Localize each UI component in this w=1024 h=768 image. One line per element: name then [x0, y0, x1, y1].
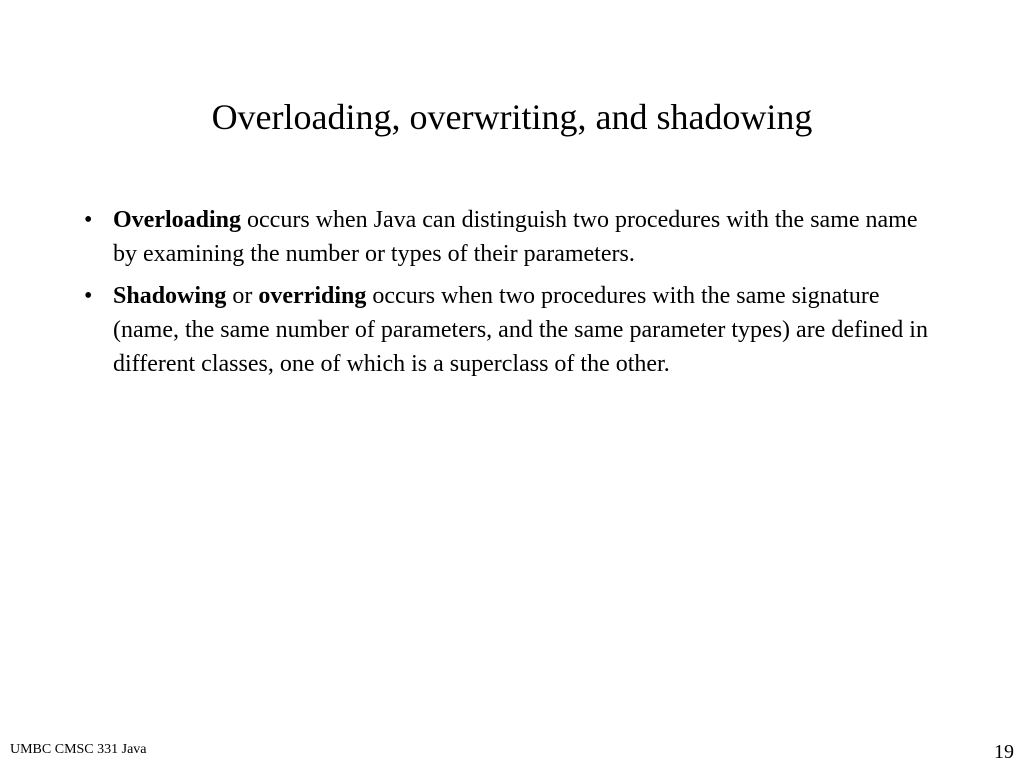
footer-course: UMBC CMSC 331 Java — [10, 742, 147, 757]
slide-title: Overloading, overwriting, and shadowing — [211, 97, 813, 137]
bullet-mark: • — [84, 283, 93, 309]
term-shadowing: Shadowing — [113, 283, 227, 309]
bullet-text: occurs when Java can distinguish two procedures with the same name by examining the number or types of their parameters. — [113, 207, 918, 267]
bullet-joiner: or — [226, 283, 259, 309]
page-number: 19 — [994, 741, 1014, 763]
bullet-list — [84, 203, 944, 389]
bullet-shadowing — [84, 279, 944, 381]
term-overloading: Overloading — [113, 207, 242, 233]
term-overriding: overriding — [258, 283, 367, 309]
bullet-text: occurs when two procedures with the same signature (name, the same number of parameters, and the same parameter types) are defined in different classes, one of which is a superclass of the other. — [113, 283, 928, 377]
bullet-overloading — [84, 203, 944, 271]
bullet-mark: • — [84, 207, 93, 233]
